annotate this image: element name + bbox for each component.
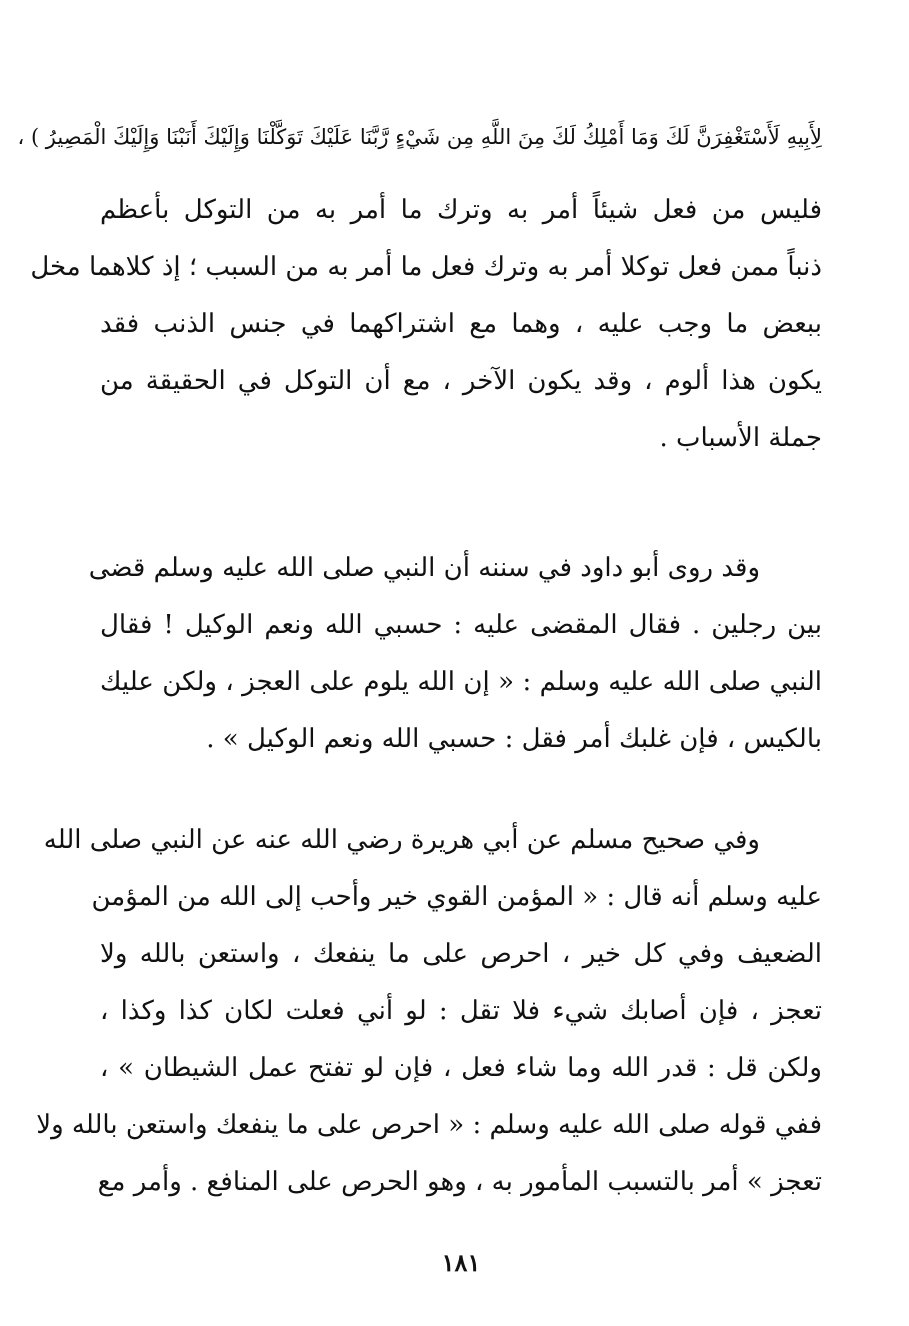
paragraph-sahih-muslim [36, 812, 822, 1211]
text-line: بالكيس ، فإن غلبك أمر فقل : حسبي الله ونعم الوكيل » . [206, 724, 822, 754]
text-line: وفي صحيح مسلم عن أبي هريرة رضي الله عنه عن النبي صلى الله [43, 825, 760, 855]
text-line: يكون هذا ألوم ، وقد يكون الآخر ، مع أن التوكل في الحقيقة من [100, 366, 822, 396]
paragraph-tawakkul [30, 182, 822, 467]
text-line: تعجز » أمر بالتسبب المأمور به ، وهو الحرص على المنافع . وأمر مع [97, 1167, 822, 1197]
quran-verse-line: لِأَبِيهِ لَأَسْتَغْفِرَنَّ لَكَ وَمَا أَمْلِكُ لَكَ مِنَ اللَّهِ مِن شَيْءٍ رَّبَّنَا عَلَيْكَ تَوَكَّلْنَا وَإِلَيْكَ أَنَبْنَا وَإِلَيْكَ الْمَصِيرُ ) ، [17, 125, 822, 149]
text-line: عليه وسلم أنه قال : « المؤمن القوي خير وأحب إلى الله من المؤمن [91, 882, 822, 912]
page-number: ١٨١ [441, 1248, 481, 1277]
text-line: ففي قوله صلى الله عليه وسلم : « احرص على ما ينفعك واستعن بالله ولا [36, 1110, 822, 1140]
text-line: وقد روى أبو داود في سننه أن النبي صلى الله عليه وسلم قضى [88, 553, 760, 583]
text-line: بين رجلين . فقال المقضى عليه : حسبي الله ونعم الوكيل ! فقال [100, 610, 822, 640]
text-line: ذنباً ممن فعل توكلا أمر به وترك فعل ما أمر به من السبب ؛ إذ كلاهما مخل [30, 252, 822, 282]
text-line: النبي صلى الله عليه وسلم : « إن الله يلوم على العجز ، ولكن عليك [100, 667, 822, 697]
text-line: الضعيف وفي كل خير ، احرص على ما ينفعك ، واستعن بالله ولا [100, 939, 822, 969]
text-line: ببعض ما وجب عليه ، وهما مع اشتراكهما في جنس الذنب فقد [100, 309, 822, 339]
text-line: تعجز ، فإن أصابك شيء فلا تقل : لو أني فعلت لكان كذا وكذا ، [100, 996, 822, 1026]
text-line: فليس من فعل شيئاً أمر به وترك ما أمر به من التوكل بأعظم [100, 195, 822, 225]
text-line: ولكن قل : قدر الله وما شاء فعل ، فإن لو تفتح عمل الشيطان » ، [100, 1053, 822, 1083]
book-page [17, 110, 822, 1277]
paragraph-abu-dawud [88, 540, 822, 768]
text-line: جملة الأسباب . [659, 423, 822, 453]
